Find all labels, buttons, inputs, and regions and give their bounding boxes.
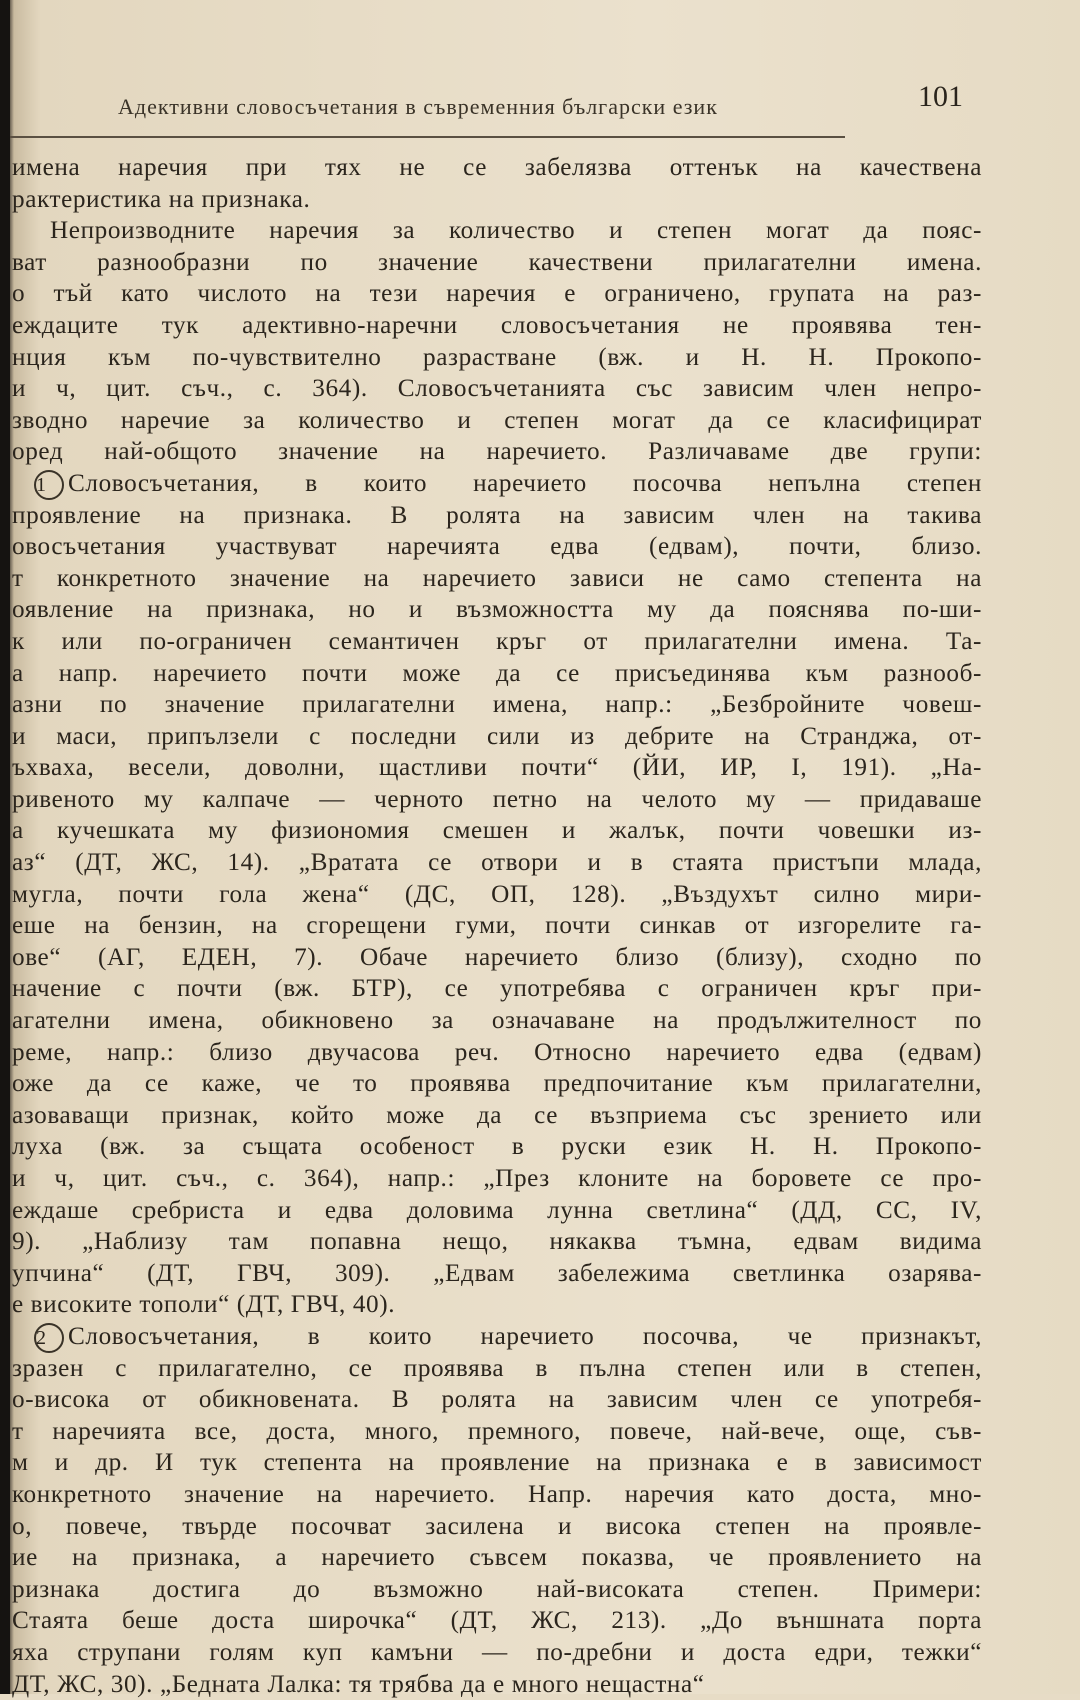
section-marker-one: 1 bbox=[34, 470, 64, 499]
text-line: м и др. И тук степента на проявление на признака е в зависимост bbox=[12, 1447, 982, 1479]
text-line: агателни имена, обикновено за означаване на продължителност по bbox=[12, 1005, 982, 1037]
text-line: ДТ, ЖС, 30). „Бедната Лалка: тя трябва да е много нещастна“ bbox=[12, 1669, 982, 1700]
text-line: ривеното му калпаче — черното петно на челото му — придаваше bbox=[12, 784, 982, 816]
body-text bbox=[12, 152, 982, 1700]
text-line: и ч, цит. съч., с. 364). Словосъчетанията със зависим член непро- bbox=[12, 373, 982, 405]
text-line bbox=[12, 1321, 982, 1353]
running-title: Адективни словосъчетания в съвременния български език bbox=[118, 94, 718, 120]
text-line: и маси, припълзели с последни сили из дебрите на Странджа, от- bbox=[12, 721, 982, 753]
text-line: упчина“ (ДТ, ГВЧ, 309). „Едвам забележима светлинка озарява- bbox=[12, 1258, 982, 1290]
text-line: о-висока от обикновената. В ролята на зависим член се употребя- bbox=[12, 1384, 982, 1416]
text-line: ват разнообразни по значение качествени прилагателни имена. bbox=[12, 247, 982, 279]
running-header bbox=[118, 78, 963, 122]
text-line: еше на бензин, на сгорещени гуми, почти синкав от изгорелите га- bbox=[12, 910, 982, 942]
text-line: а кучешката му физиономия смешен и жалък, почти човешки из- bbox=[12, 815, 982, 847]
text-line: овосъчетания участвуват наречията едва (едвам), почти, близо. bbox=[12, 531, 982, 563]
book-spine-shadow bbox=[0, 0, 10, 1694]
text-line: еждаше сребриста и едва доловима лунна светлина“ (ДД, СС, IV, bbox=[12, 1195, 982, 1227]
text-line: т конкретното значение на наречието зависи не само степента на bbox=[12, 563, 982, 595]
header-rule bbox=[10, 136, 845, 138]
text-line: рактеристика на признака. bbox=[12, 184, 982, 216]
text-line: луха (вж. за същата особеност в руски език Н. Н. Прокопо- bbox=[12, 1131, 982, 1163]
text-line: азни по значение прилагателни имена, напр.: „Безбройните човеш- bbox=[12, 689, 982, 721]
text-line-content: Словосъчетания, в които наречието посочва непълна степен bbox=[68, 470, 982, 497]
text-line: еждаците тук адективно-наречни словосъчетания не проявява тен- bbox=[12, 310, 982, 342]
text-line: и ч, цит. съч., с. 364), напр.: „През клоните на боровете се про- bbox=[12, 1163, 982, 1195]
text-line: зразен с прилагателно, се проявява в пълна степен или в степен, bbox=[12, 1353, 982, 1385]
text-line: оявление на признака, но и възможността му да пояснява по-ши- bbox=[12, 594, 982, 626]
text-line: оред най-общото значение на наречието. Различаваме две групи: bbox=[12, 436, 982, 468]
text-line: е високите тополи“ (ДТ, ГВЧ, 40). bbox=[12, 1289, 982, 1321]
text-line: ие на признака, а наречието съвсем показва, че проявлението на bbox=[12, 1542, 982, 1574]
text-line: конкретното значение на наречието. Напр. наречия като доста, мно- bbox=[12, 1479, 982, 1511]
text-line: нция към по-чувствително разрастване (вж. и Н. Н. Прокопо- bbox=[12, 342, 982, 374]
text-line: ризнака достига до възможно най-високата степен. Примери: bbox=[12, 1574, 982, 1606]
text-line: ъхваха, весели, доволни, щастливи почти“ (ЙИ, ИР, I, 191). „На- bbox=[12, 752, 982, 784]
text-line: зводно наречие за количество и степен могат да се класифицират bbox=[12, 405, 982, 437]
text-line: о тъй като числото на тези наречия е ограничено, групата на раз- bbox=[12, 278, 982, 310]
text-line: имена наречия при тях не се забелязва оттенък на качествена bbox=[12, 152, 982, 184]
text-line: аз“ (ДТ, ЖС, 14). „Вратата се отвори и в стаята пристъпи млада, bbox=[12, 847, 982, 879]
page-number: 101 bbox=[918, 80, 963, 114]
text-line: ове“ (АГ, ЕДЕН, 7). Обаче наречието близо (близу), сходно по bbox=[12, 942, 982, 974]
text-line: т наречията все, доста, много, премного, повече, най-вече, още, съв- bbox=[12, 1416, 982, 1448]
text-line: проявление на признака. В ролята на зависим член на такива bbox=[12, 500, 982, 532]
text-line: начение с почти (вж. БТР), се употребява с ограничен кръг при- bbox=[12, 973, 982, 1005]
text-line-content: Словосъчетания, в които наречието посочва, че признакът, bbox=[68, 1323, 982, 1350]
text-line: реме, напр.: близо двучасова реч. Относно наречието едва (едвам) bbox=[12, 1037, 982, 1069]
text-line: мугла, почти гола жена“ (ДС, ОП, 128). „Въздухът силно мири- bbox=[12, 879, 982, 911]
text-line bbox=[12, 468, 982, 500]
text-line: Непроизводните наречия за количество и степен могат да пояс- bbox=[12, 215, 982, 247]
text-line: Стаята беше доста широчка“ (ДТ, ЖС, 213). „До външната порта bbox=[12, 1605, 982, 1637]
text-line: оже да се каже, че то проявява предпочитание към прилагателни, bbox=[12, 1068, 982, 1100]
text-line: 9). „Наблизу там попавна нещо, някаква тъмна, едвам видима bbox=[12, 1226, 982, 1258]
section-marker-two: 2 bbox=[34, 1323, 64, 1352]
text-line: яха струпани голям куп камъни — по-дребни и доста едри, тежки“ bbox=[12, 1637, 982, 1669]
text-line: азоваващи признак, който може да се възприема със зрението или bbox=[12, 1100, 982, 1132]
text-line: к или по-ограничен семантичен кръг от прилагателни имена. Та- bbox=[12, 626, 982, 658]
text-line: а напр. наречието почти може да се присъединява към разнооб- bbox=[12, 658, 982, 690]
text-line: о, повече, твърде посочват засилена и висока степен на проявле- bbox=[12, 1511, 982, 1543]
